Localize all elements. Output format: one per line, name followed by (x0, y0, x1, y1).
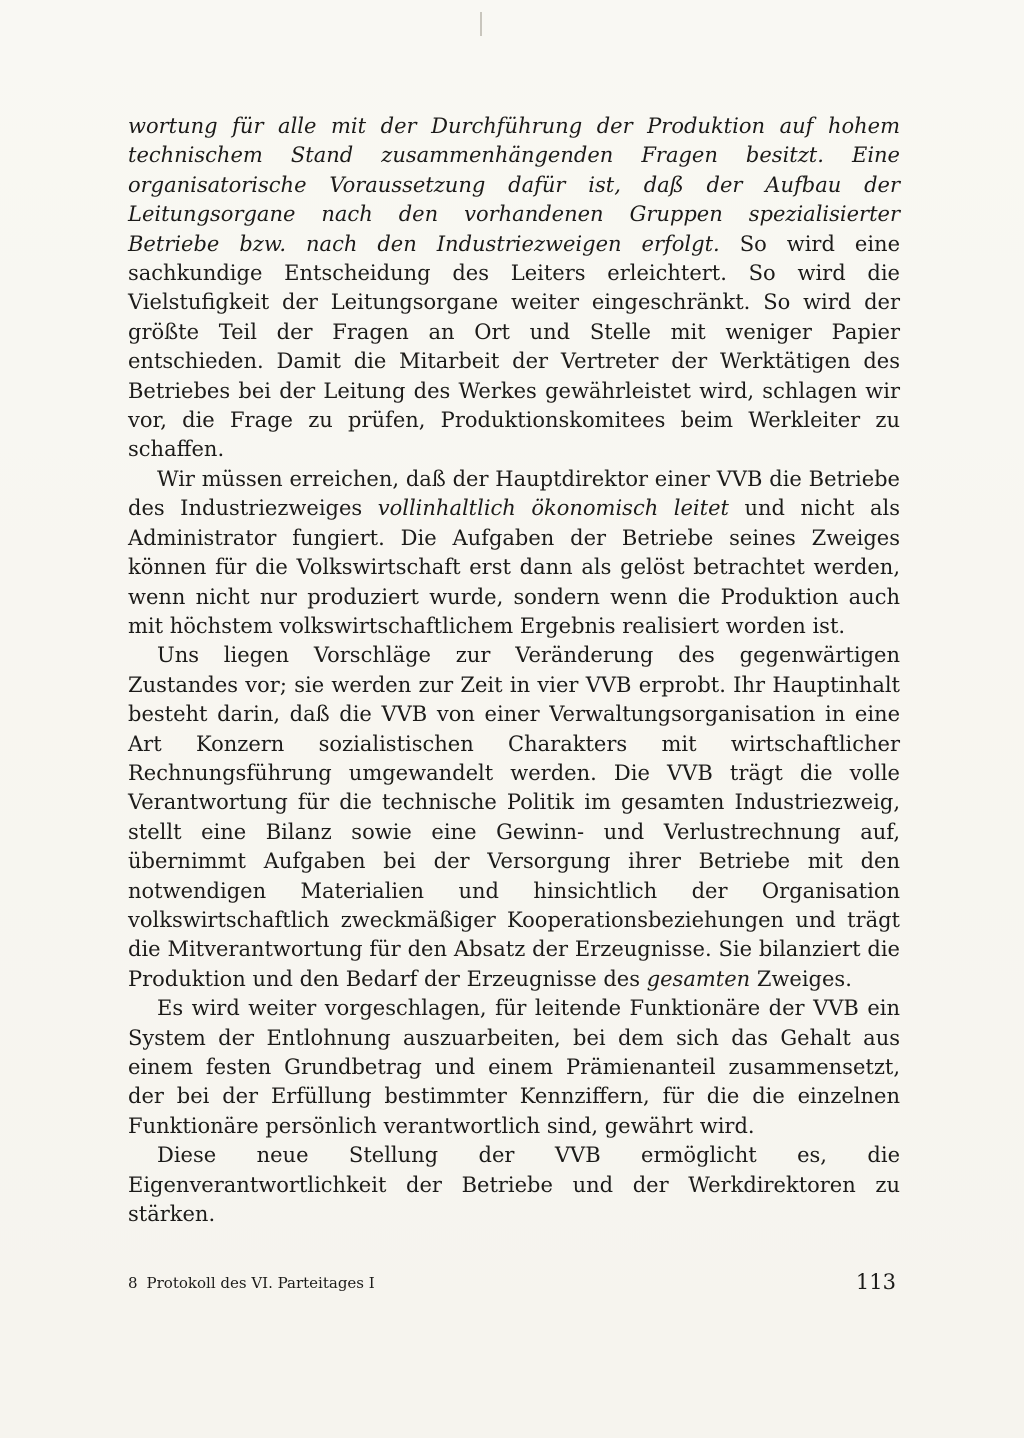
footer-signature (128, 1274, 384, 1292)
paragraph-3 (128, 641, 900, 994)
paragraph-3-italic-run: gesamten (646, 966, 751, 991)
paragraph-2 (128, 465, 900, 641)
paragraph-3-run-a: Uns liegen Vorschläge zur Veränderung des gegenwärtigen Zustandes vor; sie werden zur Zeit in vier VVB erprobt. Ihr Hauptinhalt besteht darin, daß die VVB von einer Verwaltungsorganisation in eine Art Konzern sozialistischen Charakters mit wirtschaftlicher Rechnungsführung umgewandelt werden. Die VVB trägt die volle Verantwortung für die technische Politik im gesamten Industriezweig, stellt eine Bilanz sowie eine Gewinn- und Verlustrechnung auf, übernimmt Aufgaben bei der Versorgung ihrer Betriebe mit den notwendigen Materialien und hinsichtlich der Organisation volkswirtschaftlich zweckmäßiger Kooperationsbeziehungen und trägt die Mitverantwortung für den Absatz der Erzeugnisse. Sie bilanziert die Produktion und den Bedarf der Erzeugnisse des (128, 643, 900, 991)
paragraph-2-italic-run: vollinhaltlich ökonomisch leitet (377, 496, 729, 521)
signature-number: 8 (128, 1274, 138, 1292)
paragraph-1-italic-run: wortung für alle mit der Durchführung der Produktion auf hohem technischem Stand zusammenhängenden Fragen besitzt. Eine organisatorische Voraussetzung dafür ist, daß der Aufbau der Leitungsorgane nach den vorhandenen Gruppen spezialisierter Betriebe bzw. nach den Industriezweigen erfolgt. (128, 114, 900, 256)
body-text (128, 112, 900, 1229)
paragraph-5: Diese neue Stellung der VVB ermöglicht es, die Eigenverantwortlichkeit der Betriebe und der Werkdirektoren zu stärken. (128, 1143, 900, 1227)
paragraph-4: Es wird weiter vorgeschlagen, für leitende Funktionäre der VVB ein System der Entlohnung auszuarbeiten, bei dem sich das Gehalt aus einem festen Grundbetrag und einem Prämienanteil zusammensetzt, der bei der Erfüllung bestimmter Kennziffern, für die die einzelnen Funktionäre persönlich verantwortlich sind, gewährt wird. (128, 996, 900, 1138)
source-title: Protokoll des VI. Parteitages I (146, 1274, 375, 1292)
paragraph-2-run-c: und nicht als Administrator fungiert. Die Aufgaben der Betriebe seines Zweiges können für die Volkswirtschaft erst dann als gelöst betrachtet werden, wenn nicht nur produziert wurde, sondern wenn die Produktion auch mit höchstem volkswirtschaftlichem Ergebnis realisiert worden ist. (128, 496, 901, 638)
paragraph-1-regular-run: So wird eine sachkundige Entscheidung des Leiters erleichtert. So wird die Vielstufigkeit der Leitungsorgane weiter eingeschränkt. So wird der größte Teil der Fragen an Ort und Stelle mit weniger Papier entschieden. Damit die Mitarbeit der Vertreter der Werktätigen des Betriebes bei der Leitung des Werkes gewährleistet wird, schlagen wir vor, die Frage zu prüfen, Produktionskomitees beim Werkleiter zu schaffen. (128, 231, 900, 462)
page-number: 113 (855, 1270, 896, 1294)
paragraph-2-run-a: Wir müssen erreichen, daß der Hauptdirektor einer VVB die Betriebe des Industriezweiges (128, 466, 900, 521)
paragraph-3-run-c: Zweiges. (750, 966, 852, 991)
paragraph-1 (128, 112, 900, 465)
scan-artifact-mark (480, 12, 482, 36)
